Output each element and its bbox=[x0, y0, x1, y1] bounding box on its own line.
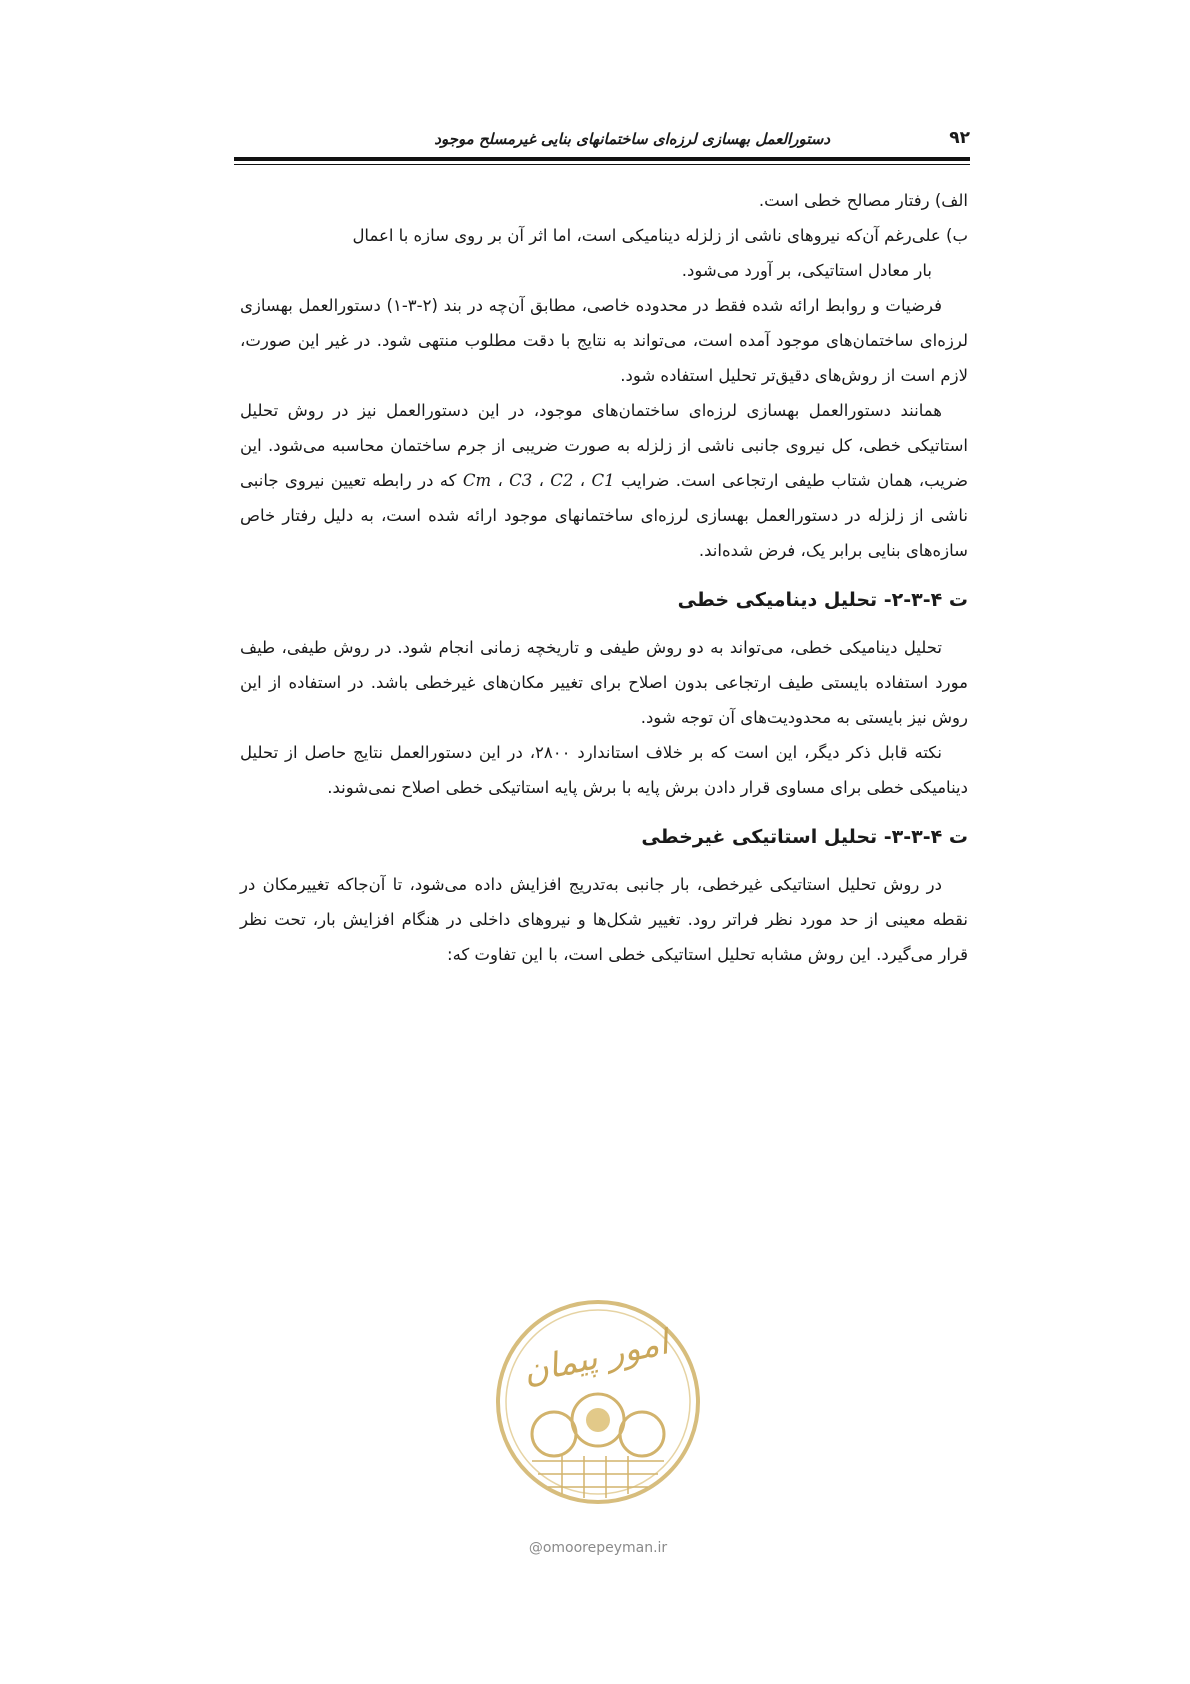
list-item-b: ب) علی‌رغم آن‌که نیروهای ناشی از زلزله دینامیکی است، اما اثر آن بر روی سازه با اعمال bbox=[352, 226, 968, 245]
header-rule-thick bbox=[234, 157, 970, 161]
page-number: ۹۲ bbox=[949, 128, 970, 148]
header-rule-thin bbox=[234, 164, 970, 165]
list-item-b-continuation: بار معادل استاتیکی، بر آورد می‌شود. bbox=[681, 261, 932, 280]
svg-text:امور پیمان: امور پیمان bbox=[519, 1322, 672, 1393]
paragraph-text: همانند دستورالعمل بهسازی لرزه‌ای ساختمان‌های موجود، در این دستورالعمل نیز در روش تحلیل استاتیکی خطی، کل نیروی جانبی ناشی از زلزله به صورت ضریبی از جرم ساختمان محاسبه می‌شود. این ضریب، همان شتاب طیفی ارتجاعی است. ضرایب bbox=[240, 401, 968, 490]
list-item-a: الف) رفتار مصالح خطی است. bbox=[758, 191, 968, 210]
watermark-text: @omoorepeyman.ir bbox=[528, 1540, 668, 1556]
running-header bbox=[234, 126, 970, 156]
publisher-seal-logo bbox=[492, 1296, 704, 1508]
coefficient-c2: C2 bbox=[550, 471, 574, 490]
section-heading-nonlinear-static: ت ۴-۳-۳- تحلیل استاتیکی غیرخطی bbox=[641, 826, 968, 848]
paragraph-linear-dynamic: تحلیل دینامیکی خطی، می‌تواند به دو روش طیفی و تاریخچه زمانی انجام شود. در روش طیفی، طیف مورد استفاده بایستی طیف ارتجاعی بدون اصلاح برای تغییر مکان‌های غیرخطی باشد. در استفاده از این روش نیز بایستی به محدودیت‌های آن توجه شود. bbox=[240, 638, 968, 727]
header-title: دستورالعمل بهسازی لرزه‌ای ساختمانهای بنایی غیرمسلح موجود bbox=[434, 130, 830, 148]
paragraph-linear-static: همانند دستورالعمل بهسازی لرزه‌ای ساختمان‌های موجود، در این دستورالعمل نیز در روش تحلیل استاتیکی خطی، کل نیروی جانبی ناشی از زلزله به صورت ضریبی از جرم ساختمان محاسبه می‌شود. این ضریب، همان شتاب طیفی ارتجاعی است. ضرایب C1 ، C2 ، C3 ، Cm که در رابطه تعیین نیروی جانبی ناشی از زلزله در دستورالعمل بهسازی لرزه‌ای ساختمانهای موجود ارائه شده است، به دلیل رفتار خاص سازه‌های بنایی برابر یک، فرض شده‌اند. bbox=[240, 401, 968, 560]
paragraph-nonlinear-static: در روش تحلیل استاتیکی غیرخطی، بار جانبی به‌تدریج افزایش داده می‌شود، تا آن‌جاکه تغییرمکان در نقطه معینی از حد مورد نظر فراتر رود. تغییر شکل‌ها و نیروهای داخلی در هنگام افزایش بار، تحت نظر قرار می‌گیرد. این روش مشابه تحلیل استاتیکی خطی است، با این تفاوت که: bbox=[240, 875, 968, 964]
paragraph-text: که در رابطه تعیین نیروی جانبی ناشی از زلزله در دستورالعمل بهسازی لرزه‌ای ساختمانهای موجود ارائه شده است، به دلیل رفتار خاص سازه‌های بنایی برابر یک، فرض شده‌اند. bbox=[240, 471, 968, 560]
section-heading-linear-dynamic: ت ۴-۳-۲- تحلیل دینامیکی خطی bbox=[677, 589, 968, 611]
paragraph-assumptions: فرضیات و روابط ارائه شده فقط در محدوده خاصی، مطابق آن‌چه در بند (۲-۳-۱) دستورالعمل بهسازی لرزه‌ای ساختمان‌های موجود آمده است، می‌تواند به نتایج با دقت مطلوب منتهی شود. در غیر این صورت، لازم است از روش‌های دقیق‌تر تحلیل استفاده شود. bbox=[240, 296, 968, 385]
body-text bbox=[240, 183, 968, 972]
coefficient-c3: C3 bbox=[509, 471, 533, 490]
coefficient-cm: Cm bbox=[462, 471, 492, 490]
paragraph-note-2800: نکته قابل ذکر دیگر، این است که بر خلاف استاندارد ۲۸۰۰، در این دستورالعمل نتایج حاصل از تحلیل دینامیکی خطی برای مساوی قرار دادن برش پایه با برش پایه استاتیکی خطی اصلاح نمی‌شوند. bbox=[240, 743, 968, 797]
coefficient-c1: C1 bbox=[591, 471, 615, 490]
